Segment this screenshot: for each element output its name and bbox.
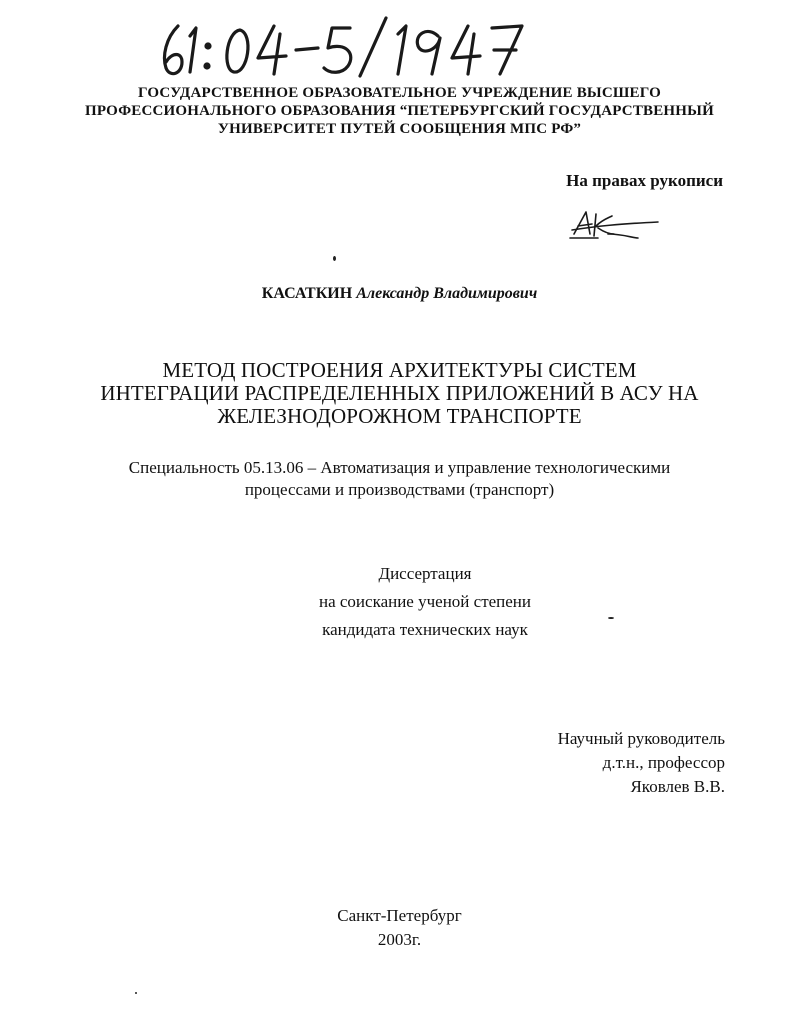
- supervisor-name: Яковлев В.В.: [630, 777, 725, 796]
- year: 2003г.: [377, 930, 422, 949]
- institution-header: [0, 84, 799, 138]
- city: Санкт-Петербург: [337, 906, 462, 925]
- author-given-names: Александр Владимирович: [356, 285, 538, 302]
- degree-line-1: Диссертация: [378, 564, 472, 583]
- degree-line-3: кандидата технических наук: [322, 620, 528, 639]
- title-line-3: ЖЕЛЕЗНОДОРОЖНОМ ТРАНСПОРТЕ: [217, 404, 582, 428]
- institution-line-2: ПРОФЕССИОНАЛЬНОГО ОБРАЗОВАНИЯ “ПЕТЕРБУРГСКИЙ ГОСУДАРСТВЕННЫЙ: [85, 103, 714, 119]
- specialty: [0, 457, 799, 501]
- handwritten-catalog-number: [150, 12, 570, 82]
- specialty-line-1: Специальность 05.13.06 – Автоматизация и управление технологическими: [128, 458, 671, 477]
- author-name: [0, 285, 799, 303]
- scan-speck: [135, 992, 137, 994]
- scan-speck: [333, 256, 336, 261]
- degree-line-2: на соискание ученой степени: [318, 592, 532, 611]
- degree-statement: [220, 560, 630, 644]
- rights-notice: На правах рукописи: [566, 171, 723, 190]
- institution-line-3: УНИВЕРСИТЕТ ПУТЕЙ СООБЩЕНИЯ МПС РФ”: [217, 121, 582, 137]
- supervisor-block: [558, 727, 725, 799]
- institution-line-1: ГОСУДАРСТВЕННОЕ ОБРАЗОВАТЕЛЬНОЕ УЧРЕЖДЕНИЕ ВЫСШЕГО: [137, 85, 661, 101]
- dissertation-title: [0, 359, 799, 428]
- place-and-year: [0, 904, 799, 952]
- author-surname: КАСАТКИН: [261, 285, 353, 302]
- supervisor-credentials: д.т.н., профессор: [602, 753, 725, 772]
- handwritten-signature: [568, 204, 668, 244]
- specialty-line-2: процессами и производствами (транспорт): [244, 480, 555, 499]
- supervisor-role: Научный руководитель: [557, 729, 725, 748]
- title-line-2: ИНТЕГРАЦИИ РАСПРЕДЕЛЕННЫХ ПРИЛОЖЕНИЙ В АСУ НА: [100, 381, 699, 405]
- title-line-1: МЕТОД ПОСТРОЕНИЯ АРХИТЕКТУРЫ СИСТЕМ: [162, 358, 637, 382]
